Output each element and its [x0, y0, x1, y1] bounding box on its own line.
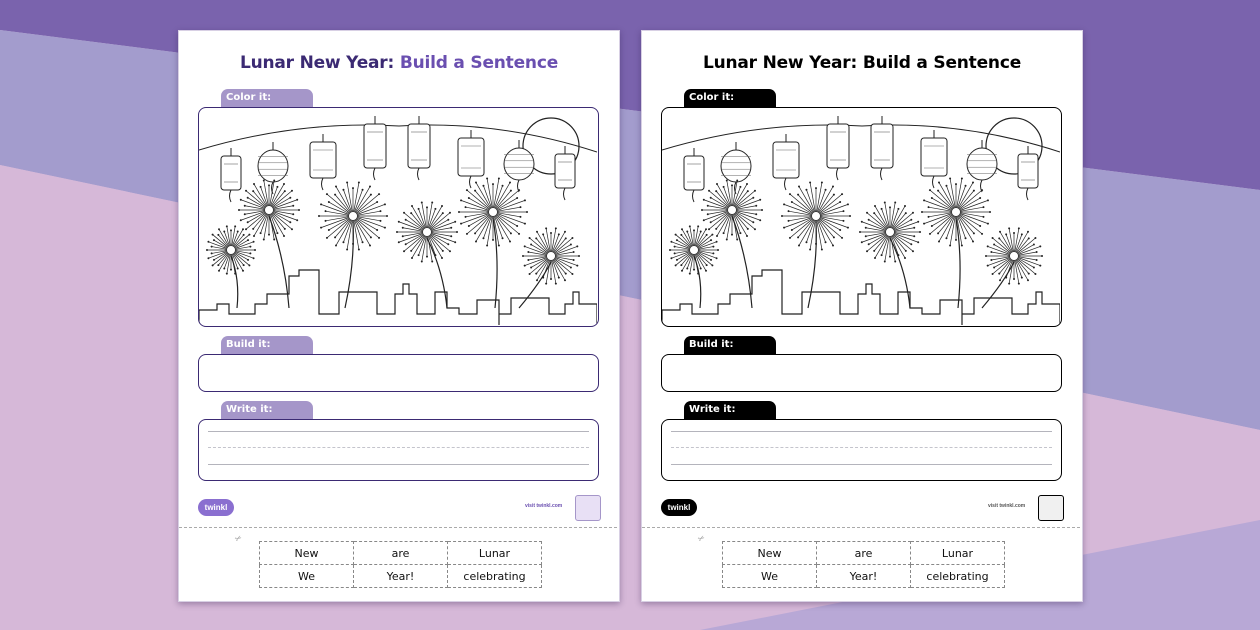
- firework-icon: [318, 182, 388, 308]
- firework-icon: [519, 227, 580, 308]
- lantern-icon: [310, 134, 336, 190]
- badge-icon: [575, 495, 601, 521]
- word-card[interactable]: Lunar: [911, 542, 1005, 565]
- scissors-icon: ✂: [696, 532, 707, 545]
- title-part-2: Build a Sentence: [399, 53, 559, 73]
- city-skyline: [199, 270, 597, 325]
- word-cards: [259, 541, 542, 588]
- writing-midline: [671, 447, 1052, 448]
- cut-line: [179, 527, 617, 528]
- lantern-icon: [408, 116, 430, 180]
- lantern-icon: [871, 116, 893, 180]
- writing-midline: [208, 447, 589, 448]
- lantern-icon: [364, 116, 386, 180]
- lantern-string: [199, 125, 597, 152]
- build-it-tab: Build it:: [221, 336, 313, 354]
- word-card[interactable]: We: [260, 565, 354, 588]
- lantern-icon: [827, 116, 849, 180]
- build-it-box[interactable]: [661, 354, 1062, 392]
- word-card[interactable]: are: [817, 542, 911, 565]
- build-it-tab: Build it:: [684, 336, 776, 354]
- lunar-new-year-illustration: [199, 108, 597, 325]
- writing-line: [208, 431, 589, 432]
- firework-icon: [206, 225, 256, 308]
- firework-icon: [458, 178, 528, 308]
- firework-icon: [859, 201, 921, 308]
- write-it-box[interactable]: [198, 419, 599, 481]
- lunar-new-year-illustration: [662, 108, 1060, 325]
- title-part-2: Build a Sentence: [862, 53, 1022, 73]
- word-cards: [722, 541, 1005, 588]
- word-card[interactable]: Year!: [817, 565, 911, 588]
- firework-icon: [396, 201, 458, 308]
- write-it-box[interactable]: [661, 419, 1062, 481]
- build-it-box[interactable]: [198, 354, 599, 392]
- color-it-tab: Color it:: [221, 89, 313, 107]
- worksheet-bw: [641, 30, 1083, 602]
- title-part-1: Lunar New Year:: [702, 53, 858, 73]
- write-it-tab: Write it:: [684, 401, 776, 419]
- firework-icon: [669, 225, 719, 308]
- word-card[interactable]: Year!: [354, 565, 448, 588]
- lantern-icon: [504, 140, 534, 192]
- title-part-1: Lunar New Year:: [239, 53, 395, 73]
- word-card[interactable]: We: [723, 565, 817, 588]
- word-card[interactable]: New: [260, 542, 354, 565]
- lantern-icon: [221, 148, 241, 202]
- worksheet-title: [642, 53, 1082, 73]
- lantern-icon: [1018, 146, 1038, 200]
- lantern-icon: [967, 140, 997, 192]
- word-card[interactable]: Lunar: [448, 542, 542, 565]
- lantern-icon: [921, 130, 947, 188]
- lantern-icon: [555, 146, 575, 200]
- color-it-box: [661, 107, 1062, 327]
- scissors-icon: ✂: [233, 532, 244, 545]
- word-card[interactable]: celebrating: [911, 565, 1005, 588]
- writing-line: [671, 464, 1052, 465]
- firework-icon: [921, 178, 991, 308]
- worksheet-title: [179, 53, 619, 73]
- lantern-icon: [773, 134, 799, 190]
- color-it-tab: Color it:: [684, 89, 776, 107]
- visit-link: visit twinkl.com: [988, 503, 1026, 509]
- writing-line: [208, 464, 589, 465]
- firework-icon: [781, 182, 851, 308]
- write-it-tab: Write it:: [221, 401, 313, 419]
- worksheet-color: [178, 30, 620, 602]
- word-card[interactable]: New: [723, 542, 817, 565]
- writing-line: [671, 431, 1052, 432]
- twinkl-logo: twinkl: [661, 499, 697, 516]
- lantern-string: [662, 125, 1060, 152]
- badge-icon: [1038, 495, 1064, 521]
- color-it-box: [198, 107, 599, 327]
- word-card[interactable]: celebrating: [448, 565, 542, 588]
- lantern-icon: [458, 130, 484, 188]
- word-card[interactable]: are: [354, 542, 448, 565]
- cut-line: [642, 527, 1080, 528]
- twinkl-logo: twinkl: [198, 499, 234, 516]
- visit-link: visit twinkl.com: [525, 503, 563, 509]
- city-skyline: [662, 270, 1060, 325]
- firework-icon: [982, 227, 1043, 308]
- lantern-icon: [684, 148, 704, 202]
